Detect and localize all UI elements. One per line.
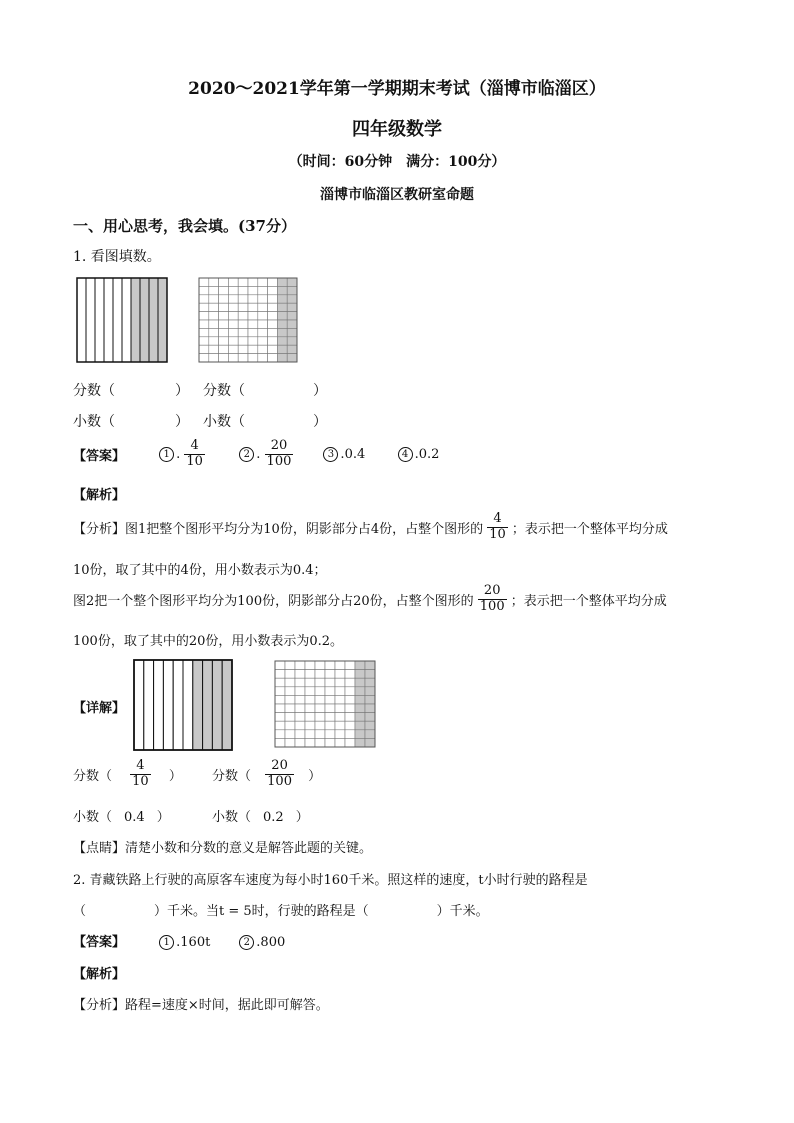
exam-author: 淄博市临淄区教研室命题 <box>320 187 474 203</box>
close-paren: ） <box>175 414 189 430</box>
detail-tag: 【详解】 <box>73 701 126 716</box>
answer-item-2: 2 .800 <box>239 935 285 950</box>
analysis-tag: 【解析】 <box>73 488 126 503</box>
q2-line-1: 2. 青藏铁路上行驶的高原客车速度为每小时160千米。照这样的速度，t小时行驶的路程是 <box>73 873 588 888</box>
fraction: $\frac{20}{100}$ <box>479 583 505 614</box>
answer-item-1: 1 .160t <box>159 935 235 950</box>
detail-decimal-2: 小数（ 0.2 ） <box>212 810 309 825</box>
fraction: $\frac{4}{10}$ <box>489 511 506 542</box>
circle-number: 2 <box>239 935 254 950</box>
q2-line-2: （ ）千米。当t = 5时，行驶的路程是（ ）千米。 <box>73 904 489 919</box>
analysis-line-2: 10份，取了其中的4份，用小数表示为0.4； <box>73 563 327 578</box>
answer-item-2: 2 . $\frac{20}{100}$ <box>239 439 319 470</box>
fraction-label: 分数（ <box>203 383 245 399</box>
answer-item-3: 3 .0.4 <box>323 447 393 462</box>
fraction: $\frac{20}{100}$ <box>266 438 292 469</box>
detail-fraction-2: 分数（ $\frac{20}{100}$ ） <box>212 758 322 789</box>
q1-fill-decimal-row <box>73 411 189 431</box>
analysis-tag-2: 【解析】 <box>73 967 126 982</box>
fraction: $\frac{20}{100}$ <box>267 758 292 789</box>
section-heading: 一、用心思考，我会填。(37分） <box>73 217 296 235</box>
q1-answer-line <box>73 439 439 470</box>
answer-tag: 【答案】 <box>73 448 126 464</box>
circle-number: 1 <box>159 935 174 950</box>
detail-fraction-1: 分数（ $\frac{4}{10}$ ） <box>73 758 182 789</box>
subject-title: 四年级数学 <box>352 119 442 140</box>
answer-item-4: 4 .0.2 <box>398 447 440 462</box>
analysis-line-1: 【分析】图1把整个图形平均分为10份，阴影部分占4份，占整个图形的 $\frac{4}{10}$ ；表示把一个整体平均分成 <box>73 511 668 542</box>
q1-fill-decimal-row-2 <box>203 411 327 431</box>
answer-item-1: 1 . $\frac{4}{10}$ <box>159 439 235 470</box>
q1-fill-fraction-row-2 <box>203 380 327 400</box>
circle-number: 2 <box>239 447 254 462</box>
circle-number: 4 <box>398 447 413 462</box>
close-paren: ） <box>175 383 189 399</box>
comment-line: 【点睛】清楚小数和分数的意义是解答此题的关键。 <box>73 841 373 856</box>
decimal-label: 小数（ <box>73 414 115 430</box>
figure-strips-10-detail <box>133 659 233 751</box>
fraction: $\frac{4}{10}$ <box>132 758 149 789</box>
answer-tag: 【答案】 <box>73 935 126 950</box>
exam-meta: （时间：60分钟 满分：100分） <box>288 154 506 170</box>
q2-answer-line <box>73 931 285 950</box>
figure-strips-10 <box>76 277 168 363</box>
q1-fill-fraction-row <box>73 380 189 400</box>
close-paren: ） <box>313 383 327 399</box>
circle-number: 1 <box>159 447 174 462</box>
figure-grid-100 <box>198 277 298 363</box>
q2-analysis: 【分析】路程=速度×时间，据此即可解答。 <box>73 998 329 1013</box>
decimal-label: 小数（ <box>203 414 245 430</box>
q1-prompt: 1. 看图填数。 <box>73 249 161 265</box>
figure-grid-100-detail <box>274 660 376 748</box>
analysis-line-4: 100份，取了其中的20份，用小数表示为0.2。 <box>73 634 344 649</box>
fraction-label: 分数（ <box>73 383 115 399</box>
close-paren: ） <box>313 414 327 430</box>
exam-title: 2020～2021学年第一学期期末考试（淄博市临淄区） <box>188 79 606 99</box>
fraction: $\frac{4}{10}$ <box>186 438 203 469</box>
analysis-line-3: 图2把一个整个图形平均分为100份，阴影部分占20份，占整个图形的 $\frac{20}{100}$ ；表示把一个整体平均分成 <box>73 583 667 614</box>
circle-number: 3 <box>323 447 338 462</box>
detail-decimal-1: 小数（ 0.4 ） <box>73 810 170 825</box>
